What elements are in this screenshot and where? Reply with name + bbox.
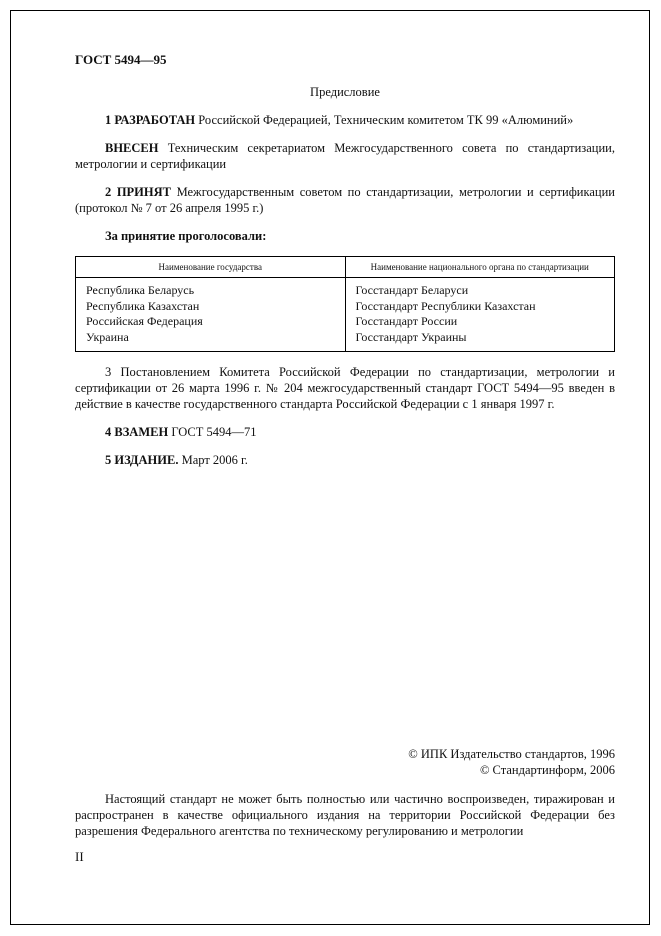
- vote-heading: За принятие проголосовали:: [105, 229, 267, 243]
- item1-keyword: 1 РАЗРАБОТАН: [105, 113, 199, 127]
- vote-table: [75, 256, 615, 352]
- preface-item-3: 3 Постановлением Комитета Российской Федерации по стандартизации, метрологии и сертификации от 26 марта 1996 г. № 204 межгосударственный стандарт ГОСТ 5494—95 введен в действие в качестве государственного стандарта Российской Федерации с 1 января 1997 г.: [75, 365, 615, 411]
- item5-keyword: 5 ИЗДАНИЕ.: [105, 453, 182, 467]
- copyright-line-2: © Стандартинформ, 2006: [479, 763, 615, 777]
- item5-text: Март 2006 г.: [181, 453, 248, 467]
- table-row: [76, 299, 615, 315]
- page-number: II: [75, 849, 84, 864]
- cell-country: Российская Федерация: [86, 314, 203, 328]
- table-row: [76, 314, 615, 330]
- distribution-notice: Настоящий стандарт не может быть полностью или частично воспроизведен, тиражирован и распространен в качестве официального издания на территории Российской Федерации без разрешения Федерального агентства по техническому регулированию и метрологии: [75, 792, 615, 838]
- page-content: [75, 52, 615, 865]
- preface-title: Предисловие: [310, 85, 380, 99]
- cell-country: Республика Казахстан: [86, 298, 200, 313]
- cell-org: Госстандарт России: [345, 314, 615, 330]
- cell-country: Украина: [86, 329, 129, 344]
- vote-table-header-row: [76, 257, 615, 278]
- preface-item-1-vnesen: [75, 140, 615, 172]
- item2-keyword: 2 ПРИНЯТ: [105, 185, 177, 199]
- item1b-keyword: ВНЕСЕН: [105, 141, 168, 155]
- table-row: [76, 278, 615, 299]
- preface-item-1: [75, 112, 615, 128]
- copyright-line-1: © ИПК Издательство стандартов, 1996: [408, 747, 615, 761]
- item4-text: ГОСТ 5494—71: [171, 425, 257, 439]
- cell-country: Республика Беларусь: [86, 283, 195, 297]
- table-row: [76, 330, 615, 352]
- preface-item-2: [75, 184, 615, 216]
- vote-table-header-org: Наименование национального органа по стандартизации: [345, 257, 615, 278]
- item1-text: Российской Федерацией, Техническим комитетом ТК 99 «Алюминий»: [198, 113, 574, 127]
- item1b-text: Техническим секретариатом Межгосударственного совета по стандартизации, метрологии и сертификации: [75, 141, 615, 171]
- preface-item-4: [75, 424, 615, 440]
- cell-org: Госстандарт Республики Казахстан: [345, 299, 615, 315]
- doc-code: ГОСТ 5494—95: [75, 52, 167, 67]
- cell-org: Госстандарт Украины: [345, 330, 615, 352]
- vote-table-header-country: Наименование государства: [76, 257, 346, 278]
- item2-text: Межгосударственным советом по стандартизации, метрологии и сертификации (протокол № 7 от 26 апреля 1995 г.): [75, 185, 615, 215]
- copyright-block: [75, 746, 615, 778]
- item4-keyword: 4 ВЗАМЕН: [105, 425, 172, 439]
- cell-org: Госстандарт Беларуси: [345, 278, 615, 299]
- preface-item-5: [75, 452, 615, 468]
